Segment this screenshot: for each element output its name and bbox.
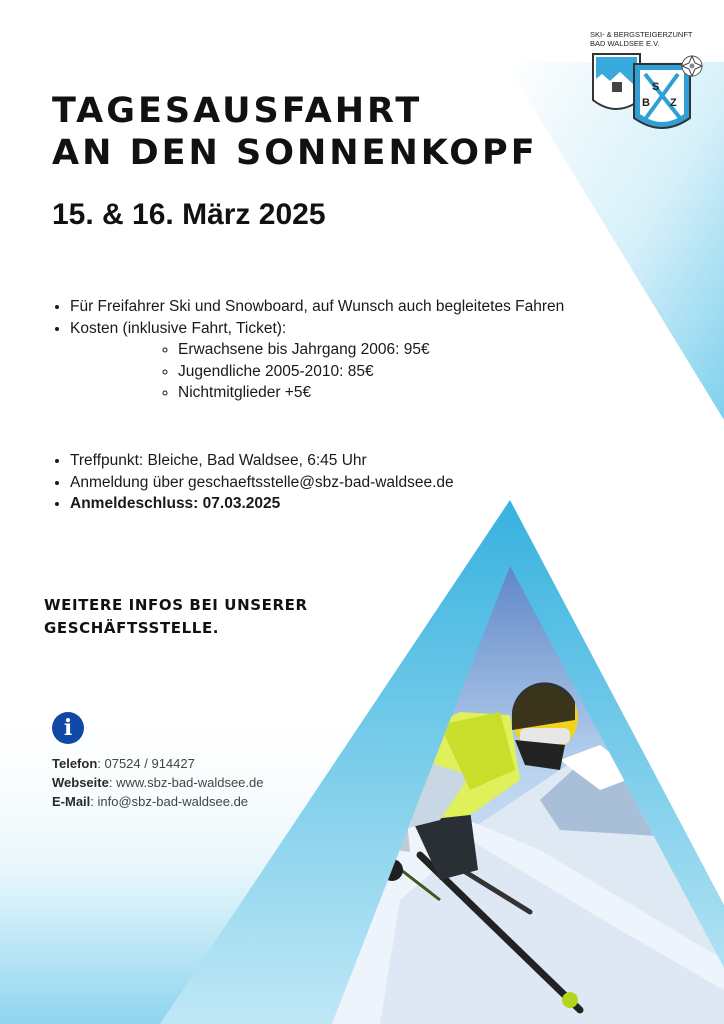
more-info-line1: WEITERE INFOS BEI UNSERER: [44, 596, 308, 614]
list-item: • Für Freifahrer Ski und Snowboard, auf Wunsch auch begleitetes Fahren: [70, 296, 690, 318]
more-info-line2: GESCHÄFTSSTELLE.: [44, 619, 220, 637]
registration-info: • Anmeldung über geschaeftsstelle@sbz-bad-waldsee.de: [70, 472, 690, 494]
registration-deadline: • Anmeldeschluss: 07.03.2025: [70, 493, 690, 515]
more-info-heading: [44, 594, 308, 640]
event-date: 15. & 16. März 2025: [52, 198, 326, 231]
price-item-nonmembers: ◦ Nichtmitglieder +5€: [178, 382, 690, 404]
info-icon: i: [52, 712, 84, 744]
title-line2: AN DEN SONNENKOPF: [52, 133, 538, 173]
contact-phone: [52, 754, 263, 773]
email-link[interactable]: : info@sbz-bad-waldsee.de: [90, 794, 249, 809]
details-list: [52, 296, 690, 404]
email-label: E-Mail: [52, 794, 91, 809]
price-list: [70, 339, 690, 404]
logo-emblem: [590, 48, 710, 138]
website-link[interactable]: : www.sbz-bad-waldsee.de: [108, 775, 264, 790]
logo-letter-z: Z: [670, 97, 677, 109]
phone-label: Telefon: [52, 756, 98, 771]
edelweiss-icon: [682, 56, 702, 76]
list-item: [70, 318, 690, 404]
meeting-point: • Treffpunkt: Bleiche, Bad Waldsee, 6:45 Uhr: [70, 450, 690, 472]
price-item-adults: ◦ Erwachsene bis Jahrgang 2006: 95€: [178, 339, 690, 361]
phone-value: : 07524 / 914427: [97, 756, 195, 771]
contact-email: [52, 792, 263, 811]
logo-letter-b: B: [642, 97, 650, 109]
logo-name-line2: BAD WALDSEE E.V.: [590, 39, 660, 48]
costs-heading: Kosten (inklusive Fahrt, Ticket):: [70, 319, 287, 337]
logistics-list: [52, 450, 690, 515]
logo-name-line1: SKI- & BERGSTEIGERZUNFT: [590, 30, 693, 39]
logo-letter-s: S: [652, 81, 660, 93]
website-label: Webseite: [52, 775, 109, 790]
contact-block: [52, 754, 263, 811]
club-logo: [590, 30, 710, 140]
title-line1: TAGESAUSFAHRT: [52, 91, 423, 131]
contact-website: [52, 773, 263, 792]
page-title: [52, 90, 538, 174]
price-item-youth: ◦ Jugendliche 2005-2010: 85€: [178, 361, 690, 383]
